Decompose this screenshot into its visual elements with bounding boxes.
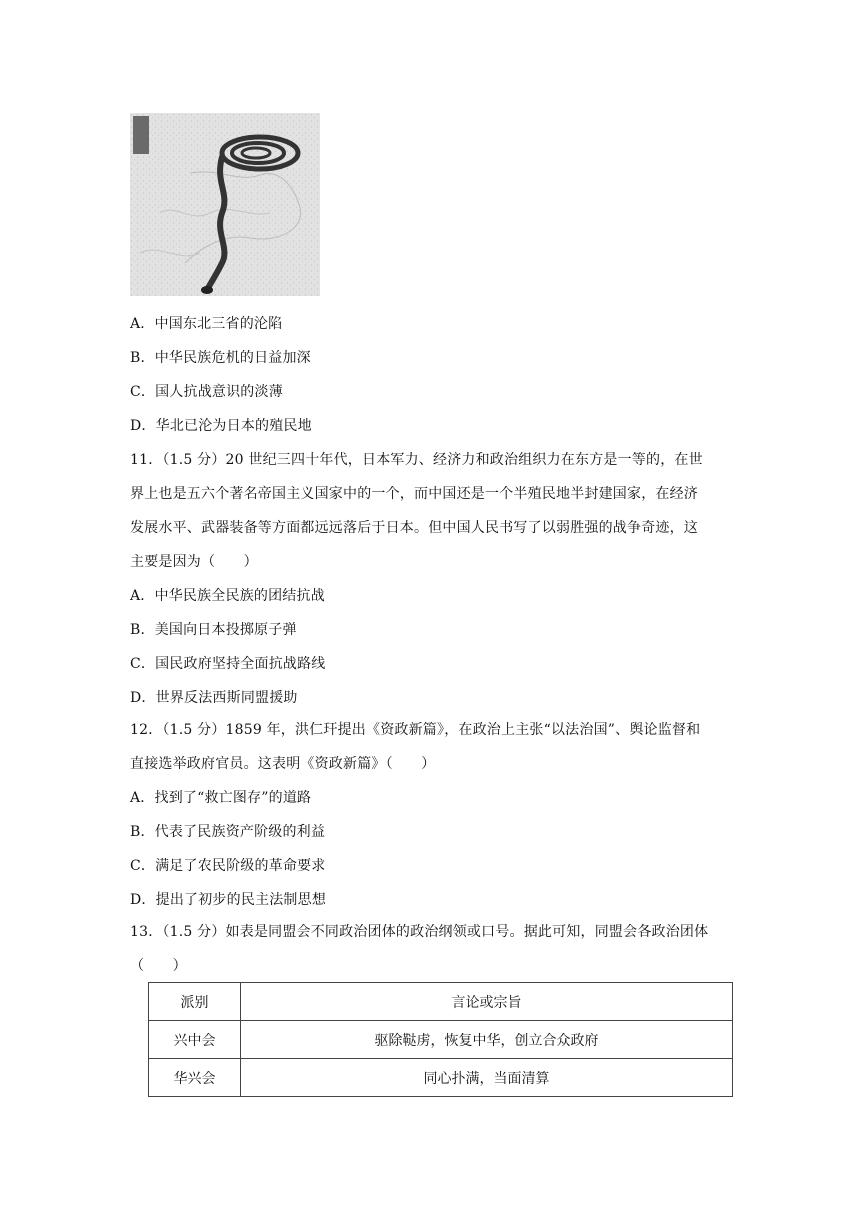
table-cell: 兴中会	[149, 1021, 241, 1059]
snake-map-illustration	[130, 113, 320, 296]
q13-stem-line: （ ）	[130, 958, 187, 974]
q12-stem-line: 直接选举政府官员。这表明《资政新篇》（ ）	[130, 756, 436, 772]
q12-option-c: C．满足了农民阶级的革命要求	[130, 858, 326, 874]
table-cell: 华兴会	[149, 1059, 241, 1097]
table-header-cell: 言论或宗旨	[241, 983, 733, 1021]
q10-option-b: B．中华民族危机的日益加深	[130, 350, 311, 366]
q12-option-b: B．代表了民族资产阶级的利益	[130, 824, 326, 840]
q13-stem-line: 13．（1.5 分）如表是同盟会不同政治团体的政治纲领或口号。据此可知，同盟会各政治团体	[130, 924, 709, 940]
table-cell: 驱除鞑虏，恢复中华，创立合众政府	[241, 1021, 733, 1059]
q10-option-c: C．国人抗战意识的淡薄	[130, 384, 283, 400]
table-header-row	[149, 983, 733, 1021]
q12-stem-line: 12．（1.5 分）1859 年，洪仁玕提出《资政新篇》，在政治上主张“以法治国”、舆论监督和	[130, 722, 701, 738]
q11-option-a: A．中华民族全民族的团结抗战	[130, 588, 325, 604]
historical-cartoon-image	[130, 113, 320, 296]
q11-stem-line: 界上也是五六个著名帝国主义国家中的一个，而中国还是一个半殖民地半封建国家，在经济	[130, 486, 698, 502]
table-cell: 同心扑满，当面清算	[241, 1059, 733, 1097]
table-row	[149, 1059, 733, 1097]
q11-stem-line: 主要是因为（ ）	[130, 554, 258, 570]
q12-option-d: D．提出了初步的民主法制思想	[130, 892, 327, 908]
table-row	[149, 1021, 733, 1059]
q11-stem-line: 发展水平、武器装备等方面都远远落后于日本。但中国人民书写了以弱胜强的战争奇迹，这	[130, 520, 698, 536]
q11-option-d: D．世界反法西斯同盟援助	[130, 690, 298, 706]
q11-option-c: C．国民政府坚持全面抗战路线	[130, 656, 326, 672]
q10-option-d: D．华北已沦为日本的殖民地	[130, 418, 312, 434]
q11-option-b: B．美国向日本投掷原子弹	[130, 622, 297, 638]
faction-slogan-table	[148, 982, 733, 1097]
q10-option-a: A．中国东北三省的沦陷	[130, 316, 283, 332]
q11-stem-line: 11．（1.5 分）20 世纪三四十年代，日本军力、经济力和政治组织力在东方是一等的，在世	[130, 452, 703, 468]
table-header-cell: 派别	[149, 983, 241, 1021]
q12-option-a: A．找到了“救亡图存”的道路	[130, 790, 312, 806]
